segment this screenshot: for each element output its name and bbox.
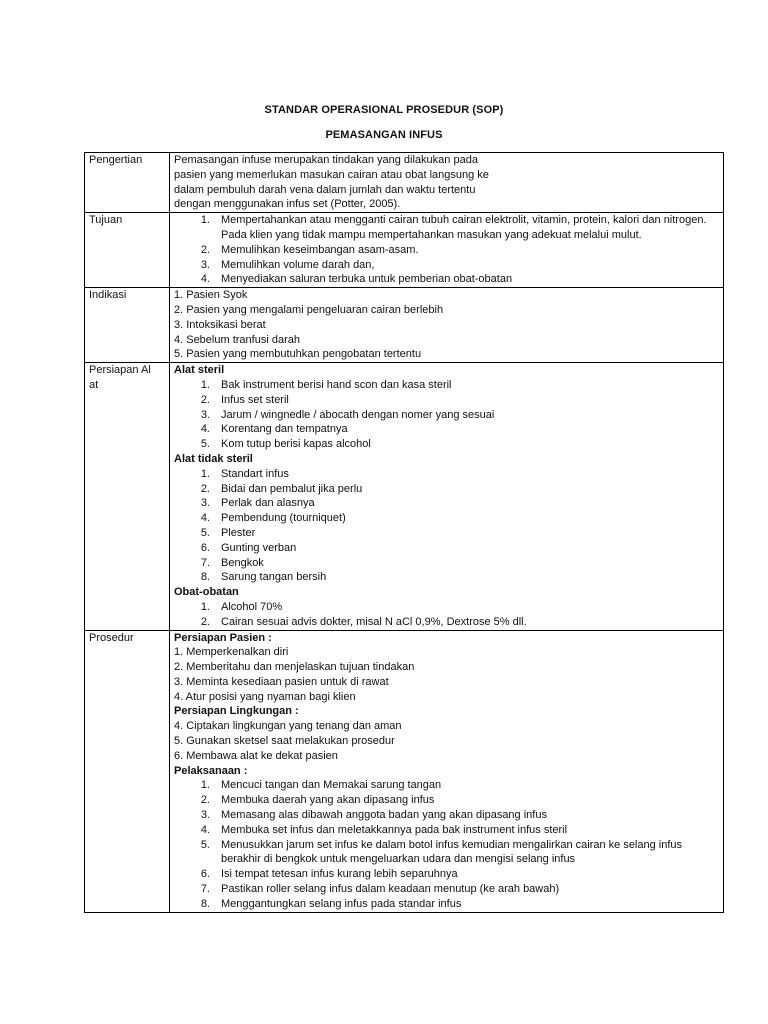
alat-tidak-steril-list [174, 467, 719, 585]
list-number: 5. [200, 438, 210, 451]
row-label-persiapan-alat [85, 363, 170, 630]
list-number: 1. [200, 600, 210, 613]
list-text: Perlak dan alasnya [221, 497, 315, 510]
prosedur-line: 1. Memperkenalkan diri [174, 646, 289, 659]
section-heading-persiapan-pasien: Persiapan Pasien : [174, 631, 272, 644]
list-item [174, 838, 719, 868]
label-line: at [89, 378, 99, 391]
list-item [174, 482, 719, 497]
row-label-indikasi: Indikasi [85, 288, 170, 363]
list-number: 4. [200, 823, 210, 836]
list-item [174, 422, 719, 437]
list-number: 1. [200, 779, 210, 792]
list-number: 1. [200, 214, 210, 227]
list-item [174, 213, 719, 243]
list-item [174, 511, 719, 526]
section-heading-obat-obatan: Obat-obatan [174, 586, 239, 599]
row-persiapan-alat [85, 363, 724, 630]
row-label-pengertian: Pengertian [85, 153, 170, 213]
row-pengertian [85, 153, 724, 213]
list-text: Kom tutup berisi kapas alcohol [221, 438, 371, 451]
list-number: 3. [200, 497, 210, 510]
pengertian-line: Pemasangan infuse merupakan tindakan yang dilakukan pada [174, 154, 478, 166]
prosedur-line: 2. Memberitahu dan menjelaskan tujuan tindakan [174, 661, 415, 674]
section-heading-alat-tidak-steril: Alat tidak steril [174, 452, 253, 465]
list-text: Menggantungkan selang infus pada standar infus [221, 897, 462, 910]
list-item [174, 258, 719, 273]
indikasi-line: 2. Pasien yang mengalami pengeluaran cairan berlebih [174, 303, 444, 316]
list-item [174, 897, 719, 912]
list-text: Bidai dan pembalut jika perlu [221, 482, 363, 495]
list-item [174, 823, 719, 838]
list-number: 2. [200, 615, 210, 628]
list-number: 5. [200, 526, 210, 539]
list-item [174, 437, 719, 452]
prosedur-line: 5. Gunakan sketsel saat melakukan prosedur [174, 735, 395, 748]
list-number: 4. [200, 512, 210, 525]
pengertian-line: dalam pembuluh darah vena dalam jumlah dan waktu tertentu [174, 183, 476, 196]
list-text: Bengkok [221, 556, 264, 569]
list-text: Sarung tangan bersih [221, 571, 327, 584]
list-number: 1. [200, 467, 210, 480]
list-number: 3. [200, 408, 210, 421]
indikasi-line: 5. Pasien yang membutuhkan pengobatan tertentu [174, 348, 422, 361]
prosedur-content [170, 630, 724, 912]
row-tujuan [85, 213, 724, 288]
pengertian-line: dengan menggunakan infus set (Potter, 2005). [174, 198, 401, 211]
list-text: Isi tempat tetesan infus kurang lebih separuhnya [221, 868, 458, 881]
list-number: 7. [200, 883, 210, 896]
list-number: 2. [200, 482, 210, 495]
list-item [174, 615, 719, 630]
list-item [174, 378, 719, 393]
list-number: 2. [200, 393, 210, 406]
row-prosedur [85, 630, 724, 912]
list-number: 2. [200, 243, 210, 256]
label-line: Persiapan Al [89, 364, 151, 377]
pengertian-line: pasien yang memerlukan masukan cairan atau obat langsung ke [174, 168, 489, 181]
prosedur-line: 4. Ciptakan lingkungan yang tenang dan aman [174, 720, 402, 733]
indikasi-line: 3. Intoksikasi berat [174, 318, 266, 331]
prosedur-line: 3. Meminta kesediaan pasien untuk di rawat [174, 675, 389, 688]
section-heading-persiapan-lingkungan: Persiapan Lingkungan : [174, 705, 299, 718]
pengertian-content [170, 153, 724, 213]
list-item [174, 570, 719, 585]
list-text: Memulihkan keseimbangan asam-asam. [221, 243, 419, 256]
list-text: Plester [221, 526, 256, 539]
list-number: 1. [200, 378, 210, 391]
row-indikasi [85, 288, 724, 363]
alat-steril-list [174, 378, 719, 452]
list-number: 4. [200, 273, 210, 286]
document-title: STANDAR OPERASIONAL PROSEDUR (SOP) [264, 104, 504, 116]
tujuan-content [170, 213, 724, 288]
sop-table [84, 152, 724, 913]
list-number: 4. [200, 423, 210, 436]
list-number: 8. [200, 897, 210, 910]
list-item [174, 526, 719, 541]
prosedur-line: 6. Membawa alat ke dekat pasien [174, 749, 338, 762]
list-item [174, 882, 719, 897]
list-number: 6. [200, 541, 210, 554]
list-item [174, 393, 719, 408]
list-number: 7. [200, 556, 210, 569]
prosedur-line: 4. Atur posisi yang nyaman bagi klien [174, 690, 356, 703]
list-text: Korentang dan tempatnya [221, 423, 348, 436]
list-text: Mempertahankan atau mengganti cairan tubuh cairan elektrolit, vitamin, protein, kalori dan nitrogen. Pada klien yang tidak mampu mempertahankan masukan yang adekuat melalui mulut. [221, 214, 707, 241]
list-text: Memasang alas dibawah anggota badan yang akan dipasang infus [221, 809, 547, 822]
list-item [174, 408, 719, 423]
list-text: Cairan sesuai advis dokter, misal N aCl 0,9%, Dextrose 5% dll. [221, 615, 527, 628]
list-item [174, 467, 719, 482]
list-item [174, 243, 719, 258]
indikasi-line: 1. Pasien Syok [174, 289, 248, 302]
list-text: Menusukkan jarum set infus ke dalam botol infus kemudian mengalirkan cairan ke selang infus berakhir di bengkok untuk mengeluarkan udara dan mengisi selang infus [221, 838, 683, 866]
section-heading-pelaksanaan: Pelaksanaan : [174, 764, 248, 777]
obat-obatan-list [174, 600, 719, 630]
list-number: 6. [200, 868, 210, 881]
list-item [174, 808, 719, 823]
list-item [174, 600, 719, 615]
list-text: Membuka set infus dan meletakkannya pada bak instrument infus steril [221, 823, 568, 836]
list-text: Gunting verban [221, 541, 297, 554]
section-heading-alat-steril: Alat steril [174, 364, 225, 377]
list-text: Pastikan roller selang infus dalam keadaan menutup (ke arah bawah) [221, 883, 560, 896]
row-label-prosedur: Prosedur [85, 630, 170, 912]
list-number: 8. [200, 571, 210, 584]
list-text: Menyediakan saluran terbuka untuk pemberian obat-obatan [221, 273, 513, 286]
indikasi-line: 4. Sebelum tranfusi darah [174, 333, 300, 346]
pelaksanaan-list [174, 778, 719, 911]
list-item [174, 867, 719, 882]
row-label-tujuan: Tujuan [85, 213, 170, 288]
list-item [174, 778, 719, 793]
list-item [174, 496, 719, 511]
persiapan-alat-content [170, 363, 724, 630]
list-number: 5. [200, 838, 210, 851]
list-text: Standart infus [221, 467, 289, 480]
list-text: Memulihkan volume darah dan, [221, 258, 375, 271]
list-item [174, 272, 719, 287]
list-number: 2. [200, 794, 210, 807]
list-text: Jarum / wingnedle / abocath dengan nomer yang sesuai [221, 408, 495, 421]
list-text: Alcohol 70% [221, 600, 283, 613]
list-text: Bak instrument berisi hand scon dan kasa steril [221, 378, 452, 391]
list-number: 3. [200, 258, 210, 271]
indikasi-content [170, 288, 724, 363]
list-item [174, 556, 719, 571]
list-item [174, 793, 719, 808]
list-item [174, 541, 719, 556]
tujuan-list [174, 213, 719, 287]
document-subtitle: PEMASANGAN INFUS [325, 129, 443, 141]
list-text: Infus set steril [221, 393, 289, 406]
list-text: Membuka daerah yang akan dipasang infus [221, 794, 435, 807]
list-text: Mencuci tangan dan Memakai sarung tangan [221, 779, 442, 792]
list-text: Pembendung (tourniquet) [221, 512, 346, 525]
list-number: 3. [200, 809, 210, 822]
